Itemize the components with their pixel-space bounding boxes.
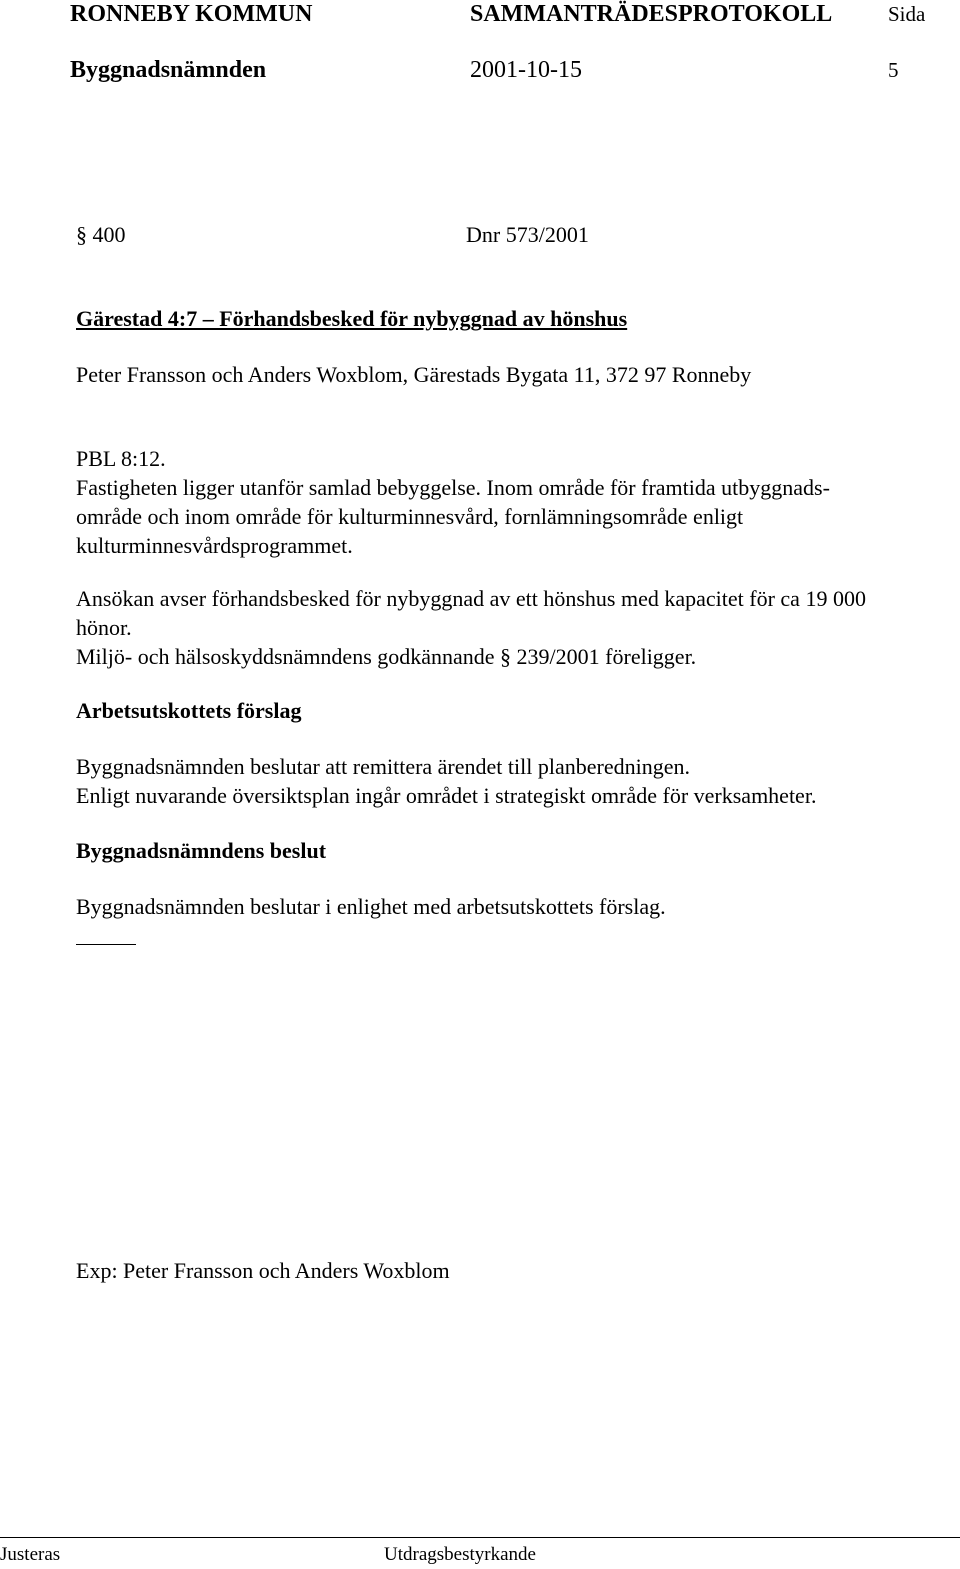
committee-name: Byggnadsnämnden (70, 57, 267, 83)
decision-text: Byggnadsnämnden beslutar i enlighet med arbetsutskottets förslag. (76, 894, 666, 919)
distribution-list: Exp: Peter Fransson och Anders Woxblom (76, 1258, 450, 1283)
footer-divider (0, 1537, 960, 1538)
document-type: SAMMANTRÄDESPROTOKOLL (470, 1, 833, 27)
background-line: kulturminnesvårdsprogrammet. (76, 533, 353, 558)
background-line: PBL 8:12. (76, 446, 166, 471)
decision-heading: Byggnadsnämndens beslut (76, 838, 327, 863)
organization-name: RONNEBY KOMMUN (70, 1, 313, 27)
application-line: hönor. (76, 615, 132, 640)
proposal-line: Enligt nuvarande översiktsplan ingår området i strategiskt område för verksamheter. (76, 783, 817, 808)
page-number: 5 (888, 58, 899, 82)
page-label: Sida (888, 2, 926, 26)
background-paragraph (76, 444, 956, 560)
committee-proposal-heading: Arbetsutskottets förslag (76, 698, 302, 723)
applicant: Peter Fransson och Anders Woxblom, Gärestads Bygata 11, 372 97 Ronneby (76, 362, 752, 387)
background-line: område och inom område för kulturminnesvård, fornlämningsområde enligt (76, 504, 744, 529)
section-separator (76, 944, 136, 945)
proposal-line: Byggnadsnämnden beslutar att remittera ärendet till planberedningen. (76, 754, 690, 779)
background-line: Fastigheten ligger utanför samlad bebyggelse. Inom område för framtida utbyggnads- (76, 475, 830, 500)
application-line: Miljö- och hälsoskyddsnämndens godkännande § 239/2001 föreligger. (76, 644, 697, 669)
footer-justeras: Justeras (0, 1544, 61, 1565)
application-paragraph (76, 584, 956, 671)
section-number: § 400 (76, 222, 126, 247)
application-line: Ansökan avser förhandsbesked för nybyggnad av ett hönshus med kapacitet för ca 19 000 (76, 586, 866, 611)
meeting-date: 2001-10-15 (470, 57, 582, 83)
committee-proposal-text (76, 752, 956, 810)
case-dnr: Dnr 573/2001 (466, 222, 589, 247)
footer-utdragsbestyrkande: Utdragsbestyrkande (384, 1544, 536, 1565)
case-title: Gärestad 4:7 – Förhandsbesked för nybyggnad av hönshus (76, 306, 628, 331)
